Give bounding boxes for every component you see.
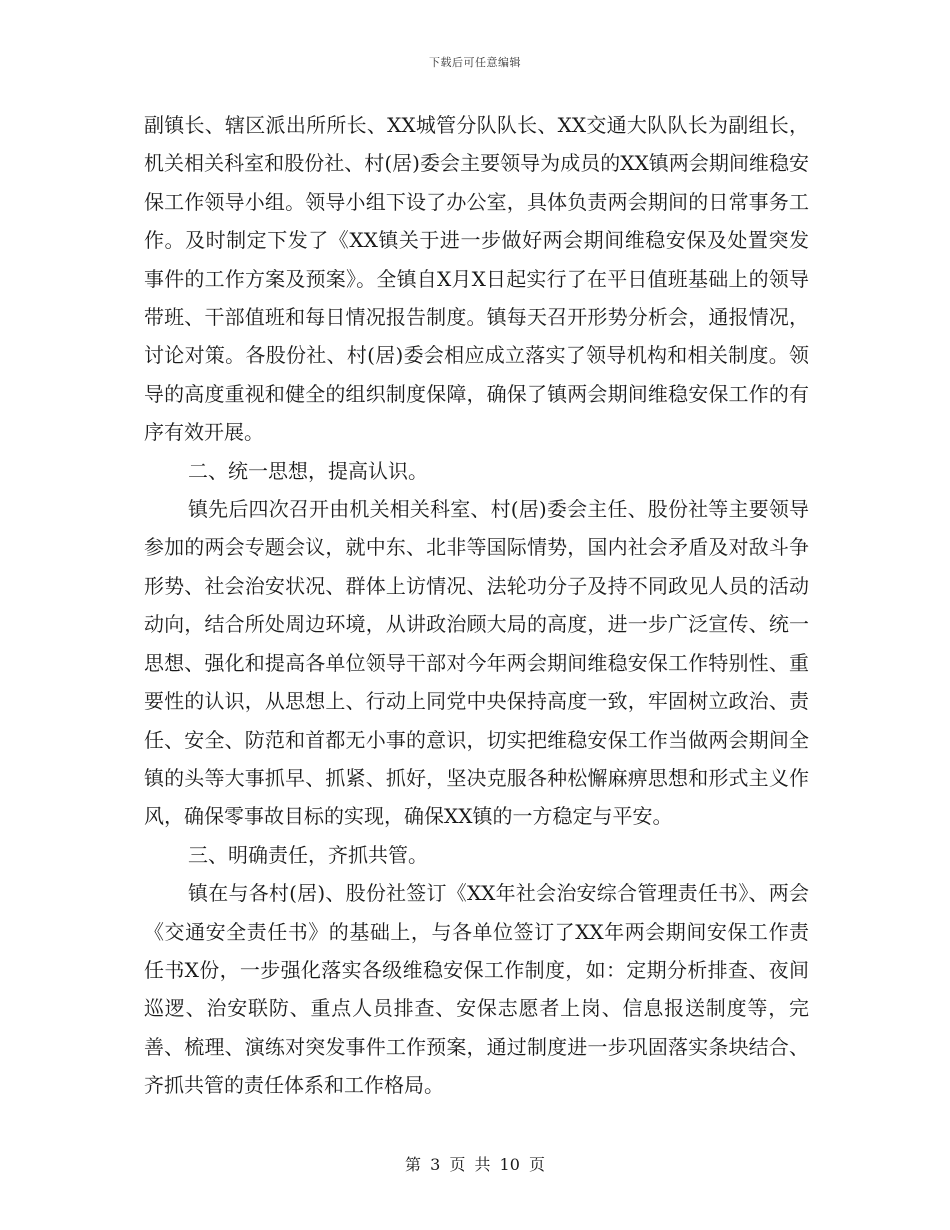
page-footer: 第 3 页 共 10 页 xyxy=(405,1155,545,1174)
paragraph-section-2: 镇先后四次召开由机关相关科室、村(居)委会主任、股份社等主要领导参加的两会专题会议，就中东、北非等国际情势，国内社会矛盾及对敌斗争形势、社会治安状况、群体上访情况、法轮功分子及持不同政见人员的活动动向，结合所处周边环境，从讲政治顾大局的高度，进一步广泛宣传、统一思想、强化和提高各单位领导干部对今年两会期间维稳安保工作特别性、重要性的认识，从思想上、行动上同党中央保持高度一致，牢固树立政治、责任、安全、防范和首都无小事的意识，切实把维稳安保工作当做两会期间全镇的头等大事抓早、抓紧、抓好，坚决克服各种松懈麻痹思想和形式主义作风，确保零事故目标的实现，确保XX镇的一方稳定与平安。 xyxy=(144,497,809,829)
document-body xyxy=(144,106,809,1105)
paragraph-section-3: 镇在与各村(居)、股份社签订《XX年社会治安综合管理责任书》、两会《交通安全责任书》的基础上，与各单位签订了XX年两会期间安保工作责任书X份，一步强化落实各级维稳安保工作制度，如：定期分析排查、夜间巡逻、治安联防、重点人员排查、安保志愿者上岗、信息报送制度等，完善、梳理、演练对突发事件工作预案，通过制度进一步巩固落实条块结合、齐抓共管的责任体系和工作格局。 xyxy=(144,881,809,1098)
section-heading-2: 二、统一思想，提高认识。 xyxy=(188,458,428,483)
page-header: 下载后可任意编辑 xyxy=(429,56,521,69)
section-heading-3: 三、明确责任，齐抓共管。 xyxy=(188,842,428,867)
paragraph-continuation: 副镇长、辖区派出所所长、XX城管分队队长、XX交通大队队长为副组长，机关相关科室和股份社、村(居)委会主要领导为成员的XX镇两会期间维稳安保工作领导小组。领导小组下设了办公室，具体负责两会期间的日常事务工作。及时制定下发了《XX镇关于进一步做好两会期间维稳安保及处置突发事件的工作方案及预案》。全镇自X月X日起实行了在平日值班基础上的领导带班、干部值班和每日情况报告制度。镇每天召开形势分析会，通报情况，讨论对策。各股份社、村(居)委会相应成立落实了领导机构和相关制度。领导的高度重视和健全的组织制度保障，确保了镇两会期间维稳安保工作的有序有效开展。 xyxy=(144,113,809,445)
